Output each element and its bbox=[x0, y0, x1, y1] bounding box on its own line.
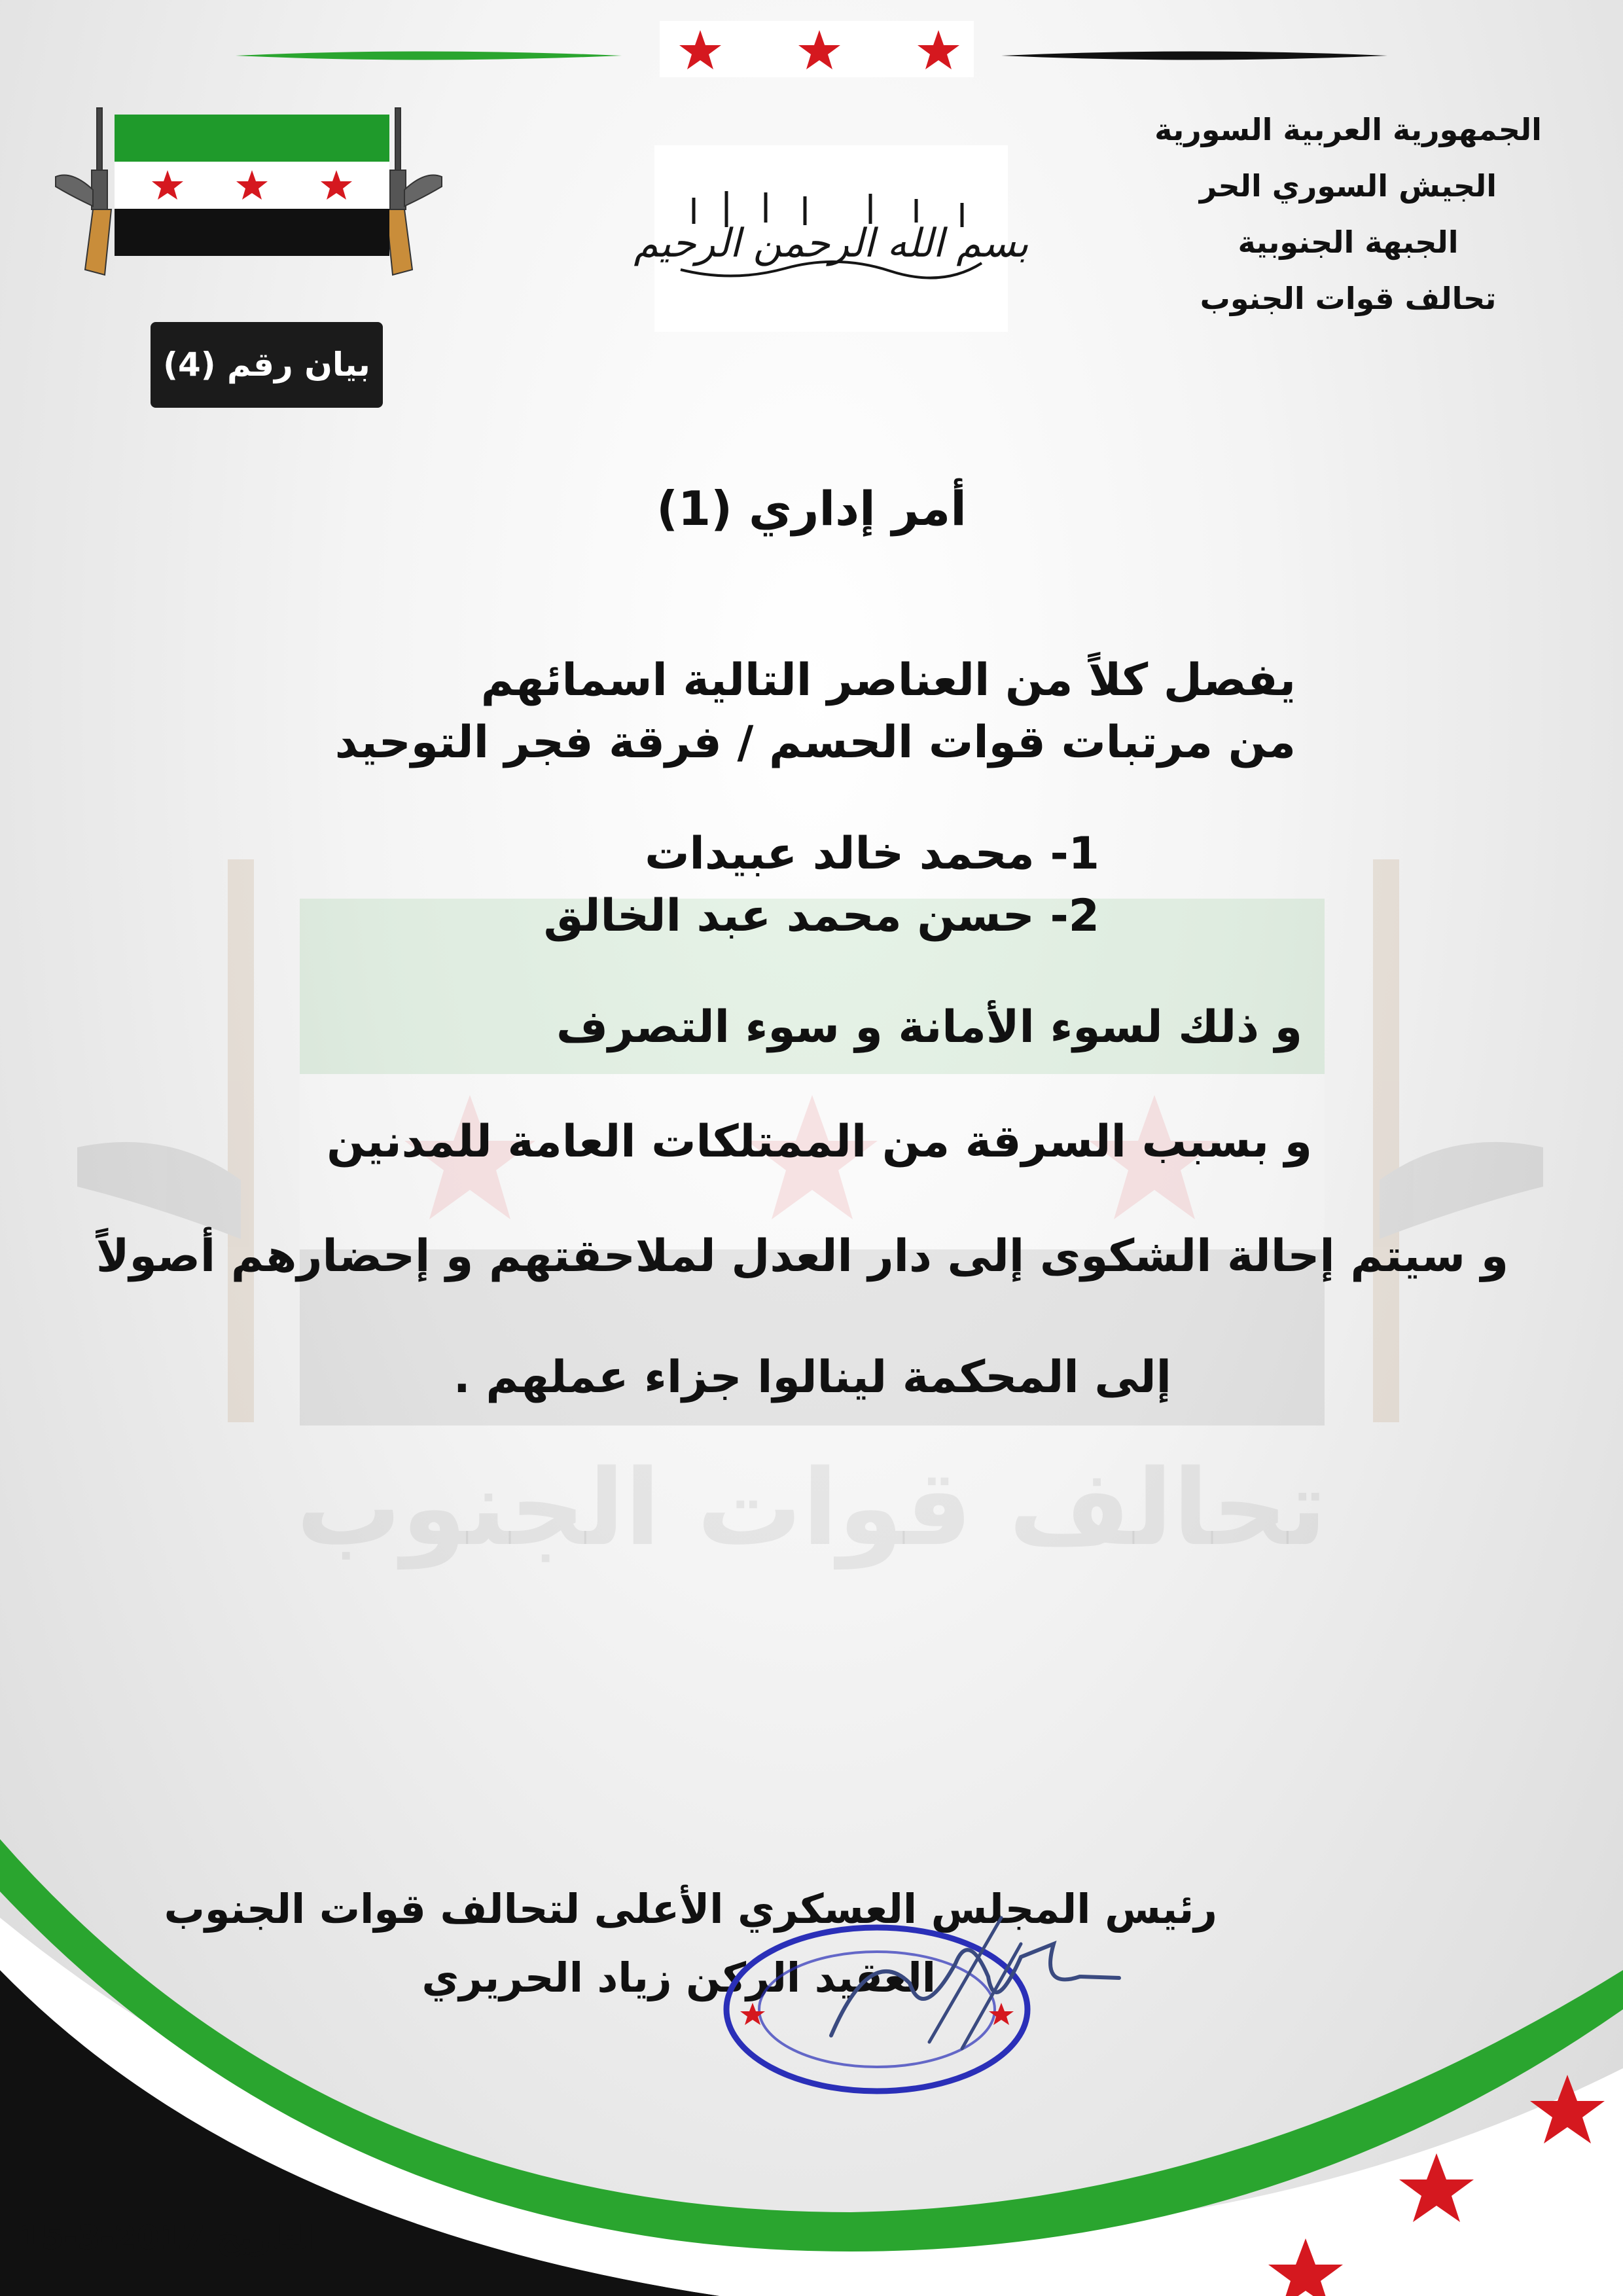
reason-line: و ذلك لسوء الأمانة و سوء التصرف bbox=[556, 1001, 1302, 1053]
signatory-name: العقيد الركن زياد الحريري bbox=[421, 1954, 936, 2001]
top-ornament bbox=[0, 0, 1623, 92]
flag-emblem bbox=[46, 98, 465, 281]
header-line-army: الجيش السوري الحر bbox=[1199, 168, 1497, 204]
basmala-text: بسم الله الرحمن الرحيم bbox=[633, 221, 1029, 266]
dismissed-name-item: 2- حسن محمد عبد الخالق bbox=[543, 890, 1099, 942]
flag-green-stripe bbox=[115, 115, 389, 162]
basmala-calligraphy-art bbox=[633, 145, 1029, 332]
dismissal-intro-line: يفصل كلاً من العناصر التالية اسمائهم bbox=[480, 655, 1296, 706]
header-line-front: الجبهة الجنوبية bbox=[1238, 224, 1459, 260]
reason-line: و بسبب السرقة من الممتلكات العامة للمدنين bbox=[327, 1116, 1312, 1168]
signatory-title: رئيس المجلس العسكري الأعلى لتحالف قوات الجنوب bbox=[164, 1885, 1217, 1933]
rifle-icon bbox=[56, 108, 111, 275]
rifle-icon bbox=[386, 108, 442, 275]
administrative-order-heading: أمر إداري (1) bbox=[656, 481, 967, 536]
top-black-line bbox=[1001, 52, 1387, 60]
flag-black-stripe bbox=[115, 209, 389, 256]
reason-line: إلى المحكمة لينالوا جزاء عملهم . bbox=[453, 1352, 1171, 1403]
watermark-alliance-text: تحالف قوات الجنوب bbox=[296, 1446, 1327, 1569]
header-line-alliance: تحالف قوات الجنوب bbox=[1200, 281, 1497, 316]
basmala-calligraphy bbox=[633, 145, 1029, 332]
top-green-line bbox=[236, 52, 622, 60]
header-line-country: الجمهورية العربية السورية bbox=[1154, 112, 1542, 147]
dismissal-unit-line: من مرتبات قوات الحسم / فرقة فجر التوحيد bbox=[334, 717, 1296, 768]
statement-number-badge: بيان رقم (4) bbox=[151, 322, 383, 408]
header-organization bbox=[1113, 101, 1584, 327]
document-date: التاريخ 2017-3-15 bbox=[18, 2219, 321, 2257]
official-seal-stamp bbox=[713, 1905, 1132, 2101]
handwritten-signature-icon bbox=[831, 1944, 1119, 2036]
reason-line: و سيتم إحالة الشكوى إلى دار العدل لملاحقتهم و إحضارهم أصولاً bbox=[96, 1230, 1508, 1282]
dismissed-name-item: 1- محمد خالد عبيدات bbox=[645, 828, 1099, 880]
